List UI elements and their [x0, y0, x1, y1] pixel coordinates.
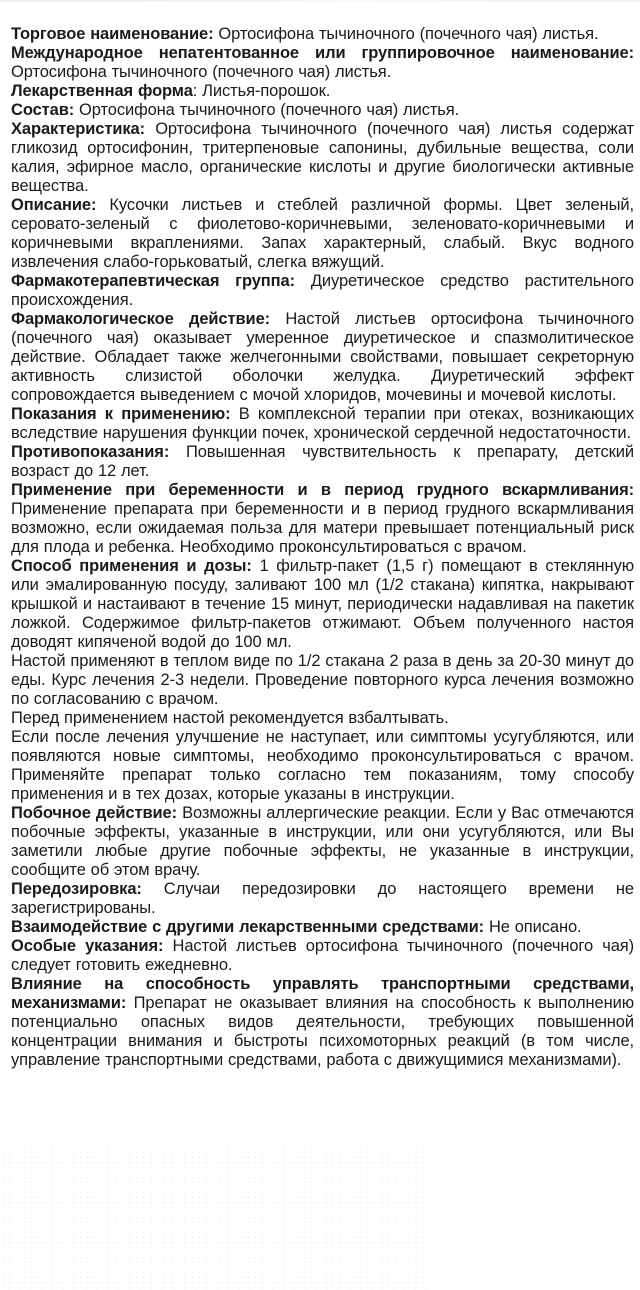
paragraph-pharm-group: [11, 272, 634, 310]
paragraph-text: Перед применением настой рекомендуется взбалтывать.: [11, 709, 449, 727]
paragraph-inn-name: [11, 44, 634, 82]
paragraph-label: Фармакотерапевтическая группа:: [11, 272, 311, 290]
paragraph-dosage-method: [11, 557, 634, 652]
paragraph-text: Случаи передозировки до настоящего времени не зарегистрированы.: [11, 880, 634, 917]
paragraph-dosage-form: [11, 82, 634, 101]
paragraph-special-instructions: [11, 937, 634, 975]
paragraph-label: Особые указания:: [11, 937, 173, 955]
paragraph-text: 1 фильтр-пакет (1,5 г) помещают в стеклянную или эмалированную посуду, заливают 100 мл (1/2 стакана) кипятка, накрывают крышкой и настаивают в течение 15 минут, периодически надавливая на пакетик ложкой. Содержимое фильтр-пакетов отжимают. Объем полученного настоя доводят кипяченой водой до 100 мл.: [11, 557, 634, 651]
paragraph-text: Ортосифона тычиночного (почечного чая) листья содержат гликозид ортосифонин, тритерпеновые сапонины, дубильные вещества, соли калия, эфирное масло, органические кислоты и другие биологически активные вещества.: [11, 120, 635, 195]
paragraph-overdose: [11, 880, 634, 918]
paragraph-label: Способ применения и дозы:: [11, 557, 260, 575]
paragraph-label: Описание:: [11, 196, 110, 214]
paragraph-pharm-action: [11, 310, 634, 405]
paragraph-label: Фармакологическое действие:: [11, 310, 286, 328]
paragraph-composition: [11, 101, 634, 120]
paragraph-label: Влияние на способность управлять транспортными средствами, механизмами:: [11, 975, 634, 1012]
paragraph-text: Возможны аллергические реакции. Если у Вас отмечаются побочные эффекты, указанные в инструкции, или они усугубляются, или Вы заметили любые другие побочные эффекты, не указанные в инструкции, сообщите об этом врачу.: [11, 804, 634, 879]
paragraph-text: Повышенная чувствительность к препарату, детский возраст до 12 лет.: [11, 443, 635, 480]
paragraph-description: [11, 196, 634, 272]
paragraph-text: Ортосифона тычиночного (почечного чая) листья.: [218, 25, 599, 43]
paragraph-text: Препарат не оказывает влияния на способность к выполнению потенциально опасных видов деятельности, требующих повышенной концентрации внимания и быстроты психомоторных реакций (в том числе, управление транспортными средствами, работа с движущимися механизмами).: [11, 994, 634, 1069]
paragraph-label: Противопоказания:: [11, 443, 186, 461]
paragraph-text: Не описано.: [488, 918, 582, 936]
paragraph-driving-ability: [11, 975, 634, 1070]
paragraph-usage-regimen: [11, 652, 634, 709]
paragraph-label: Показания к применению:: [11, 405, 239, 423]
paragraph-label: Характеристика:: [11, 120, 156, 138]
paragraph-text: : Листья-порошок.: [192, 82, 331, 100]
paragraph-label: Международное непатентованное или группировочное наименование:: [11, 44, 634, 62]
paragraph-side-effects: [11, 804, 634, 880]
scan-edge-line: [0, 0, 640, 2]
paragraph-drug-interactions: [11, 918, 634, 937]
paragraph-contraindications: [11, 443, 634, 481]
paragraph-text: Диуретическое средство растительного происхождения.: [11, 272, 634, 309]
paragraph-label: Лекарственная форма: [11, 82, 193, 100]
paragraph-text: Настой применяют в теплом виде по 1/2 стакана 2 раза в день за 20-30 минут до еды. Курс лечения 2-3 недели. Проведение повторного курса лечения возможно по согласованию с врачом.: [11, 652, 634, 708]
paragraph-consult-note: [11, 728, 634, 804]
paragraph-characteristic: [11, 120, 634, 196]
paragraph-text: В комплексной терапии при отеках, возникающих вследствие нарушения функции почек, хронической сердечной недостаточности.: [11, 405, 634, 442]
paragraph-label: Взаимодействие с другими лекарственными средствами:: [11, 918, 489, 936]
paragraph-text: Ортосифона тычиночного (почечного чая) листья.: [11, 63, 392, 81]
paragraph-label: Побочное действие:: [11, 804, 183, 822]
paragraph-indications: [11, 405, 634, 443]
paragraph-trade-name: [11, 25, 634, 44]
scan-noise-texture: [0, 1140, 430, 1290]
paragraph-label: Передозировка:: [11, 880, 164, 898]
paragraph-shake-note: [11, 709, 634, 728]
paragraph-label: Торговое наименование:: [11, 25, 219, 43]
paragraph-label: Применение при беременности и в период грудного вскармливания:: [11, 481, 634, 499]
paragraph-text: Если после лечения улучшение не наступает, или симптомы усугубляются, или появляются новые симптомы, необходимо проконсультироваться с врачом. Применяйте препарат только согласно тем показаниям, тому способу применения и в тех дозах, которые указаны в инструкции.: [11, 728, 634, 803]
paragraph-text: Ортосифона тычиночного (почечного чая) листья.: [79, 101, 460, 119]
paragraph-text: Применение препарата при беременности и в период грудного вскармливания возможно, если ожидаемая польза для матери превышает потенциальный риск для плода и ребенка. Необходимо проконсультироваться с врачом.: [11, 500, 634, 556]
paragraph-text: Настой листьев ортосифона тычиночного (почечного чая) оказывает умеренное диуретическое и спазмолитическое действие. Обладает также желчегонными свойствами, повышает секреторную активность слизистой оболочки желудка. Диуретический эффект сопровождается выведением с мочой хлоридов, мочевины и мочевой кислоты.: [11, 310, 634, 404]
paragraph-label: Состав:: [11, 101, 80, 119]
paragraph-pregnancy: [11, 481, 634, 557]
paragraph-text: Настой листьев ортосифона тычиночного (почечного чая) следует готовить ежедневно.: [11, 937, 634, 974]
paragraph-text: Кусочки листьев и стеблей различной формы. Цвет зеленый, серовато-зеленый с фиолетово-коричневыми, зеленовато-коричневыми и коричневыми вкраплениями. Запах характерный, слабый. Вкус водного извлечения слабо-горьковатый, слегка вяжущий.: [11, 196, 635, 271]
